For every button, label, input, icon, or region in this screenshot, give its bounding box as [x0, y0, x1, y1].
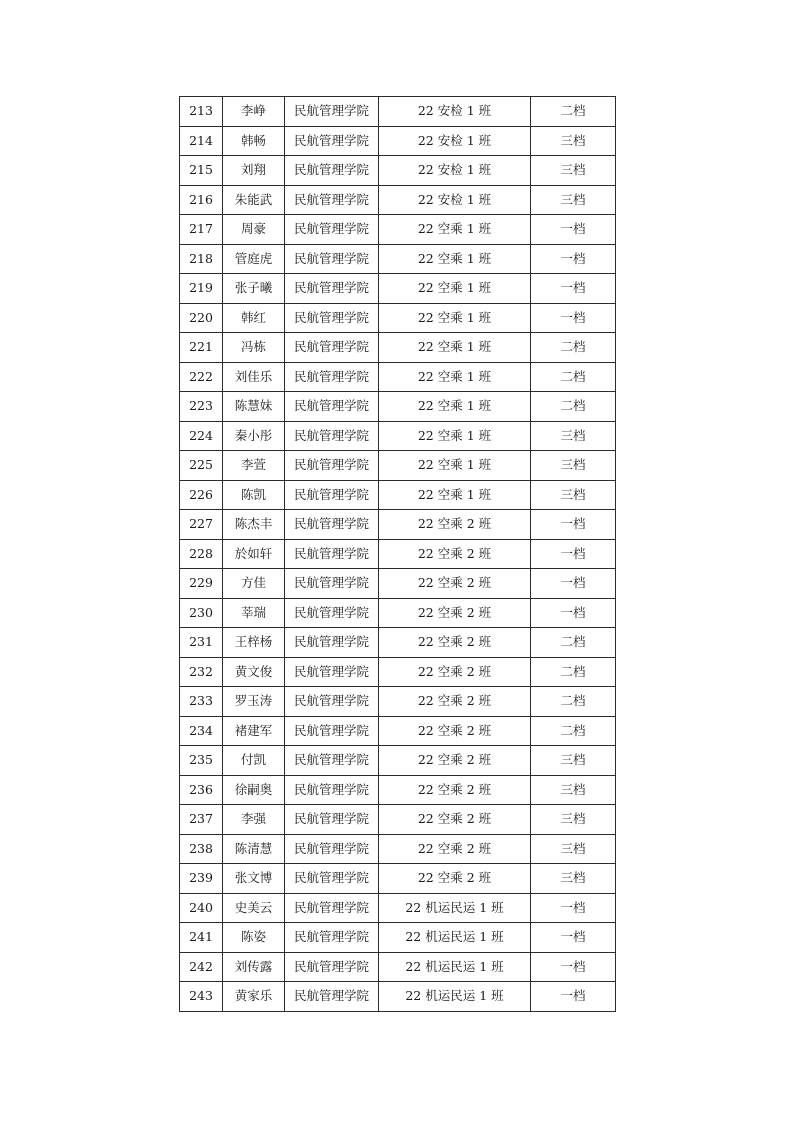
row-number-cell: 237 [180, 805, 223, 835]
table-row [180, 185, 616, 215]
class-cell: 22 空乘 2 班 [379, 539, 531, 569]
row-number-cell: 216 [180, 185, 223, 215]
college-cell: 民航管理学院 [285, 834, 379, 864]
class-cell: 22 安检 1 班 [379, 97, 531, 127]
class-cell: 22 空乘 1 班 [379, 392, 531, 422]
tier-cell: 三档 [531, 126, 616, 156]
tier-cell: 三档 [531, 421, 616, 451]
row-number-cell: 227 [180, 510, 223, 540]
college-cell: 民航管理学院 [285, 923, 379, 953]
college-cell: 民航管理学院 [285, 126, 379, 156]
student-name-cell: 陈姿 [223, 923, 285, 953]
table-row [180, 716, 616, 746]
tier-cell: 一档 [531, 893, 616, 923]
table-row [180, 598, 616, 628]
row-number-cell: 240 [180, 893, 223, 923]
table-row [180, 775, 616, 805]
student-name-cell: 於如轩 [223, 539, 285, 569]
class-cell: 22 空乘 2 班 [379, 598, 531, 628]
table-row [180, 126, 616, 156]
college-cell: 民航管理学院 [285, 805, 379, 835]
college-cell: 民航管理学院 [285, 303, 379, 333]
student-name-cell: 李强 [223, 805, 285, 835]
row-number-cell: 220 [180, 303, 223, 333]
row-number-cell: 231 [180, 628, 223, 658]
row-number-cell: 233 [180, 687, 223, 717]
college-cell: 民航管理学院 [285, 864, 379, 894]
table-row [180, 864, 616, 894]
tier-cell: 二档 [531, 362, 616, 392]
row-number-cell: 236 [180, 775, 223, 805]
table-row [180, 156, 616, 186]
class-cell: 22 机运民运 1 班 [379, 893, 531, 923]
table-row [180, 392, 616, 422]
row-number-cell: 241 [180, 923, 223, 953]
class-cell: 22 安检 1 班 [379, 185, 531, 215]
class-cell: 22 空乘 1 班 [379, 421, 531, 451]
class-cell: 22 空乘 2 班 [379, 569, 531, 599]
student-name-cell: 黄家乐 [223, 982, 285, 1012]
tier-cell: 三档 [531, 864, 616, 894]
row-number-cell: 218 [180, 244, 223, 274]
college-cell: 民航管理学院 [285, 687, 379, 717]
table-row [180, 362, 616, 392]
student-name-cell: 秦小彤 [223, 421, 285, 451]
row-number-cell: 219 [180, 274, 223, 304]
table-row [180, 657, 616, 687]
class-cell: 22 空乘 2 班 [379, 805, 531, 835]
class-cell: 22 空乘 1 班 [379, 480, 531, 510]
class-cell: 22 空乘 1 班 [379, 274, 531, 304]
class-cell: 22 空乘 1 班 [379, 244, 531, 274]
college-cell: 民航管理学院 [285, 893, 379, 923]
student-name-cell: 刘佳乐 [223, 362, 285, 392]
class-cell: 22 空乘 2 班 [379, 864, 531, 894]
college-cell: 民航管理学院 [285, 628, 379, 658]
student-name-cell: 陈慧妹 [223, 392, 285, 422]
class-cell: 22 空乘 2 班 [379, 716, 531, 746]
table-row [180, 952, 616, 982]
student-name-cell: 管庭虎 [223, 244, 285, 274]
row-number-cell: 243 [180, 982, 223, 1012]
class-cell: 22 空乘 2 班 [379, 628, 531, 658]
college-cell: 民航管理学院 [285, 746, 379, 776]
tier-cell: 一档 [531, 982, 616, 1012]
table-row [180, 893, 616, 923]
student-name-cell: 李峥 [223, 97, 285, 127]
class-cell: 22 机运民运 1 班 [379, 952, 531, 982]
student-name-cell: 张子曦 [223, 274, 285, 304]
college-cell: 民航管理学院 [285, 421, 379, 451]
student-name-cell: 褚建军 [223, 716, 285, 746]
college-cell: 民航管理学院 [285, 539, 379, 569]
tier-cell: 二档 [531, 687, 616, 717]
college-cell: 民航管理学院 [285, 952, 379, 982]
college-cell: 民航管理学院 [285, 982, 379, 1012]
table-row [180, 215, 616, 245]
row-number-cell: 238 [180, 834, 223, 864]
tier-cell: 三档 [531, 480, 616, 510]
row-number-cell: 242 [180, 952, 223, 982]
class-cell: 22 空乘 1 班 [379, 451, 531, 481]
student-name-cell: 刘传露 [223, 952, 285, 982]
class-cell: 22 机运民运 1 班 [379, 923, 531, 953]
college-cell: 民航管理学院 [285, 392, 379, 422]
tier-cell: 一档 [531, 539, 616, 569]
student-name-cell: 张文博 [223, 864, 285, 894]
college-cell: 民航管理学院 [285, 333, 379, 363]
tier-cell: 三档 [531, 805, 616, 835]
table-row [180, 421, 616, 451]
tier-cell: 一档 [531, 510, 616, 540]
table-row [180, 805, 616, 835]
table-row [180, 628, 616, 658]
row-number-cell: 217 [180, 215, 223, 245]
row-number-cell: 230 [180, 598, 223, 628]
college-cell: 民航管理学院 [285, 244, 379, 274]
student-name-cell: 罗玉涛 [223, 687, 285, 717]
class-cell: 22 空乘 2 班 [379, 834, 531, 864]
student-name-cell: 韩畅 [223, 126, 285, 156]
student-name-cell: 史美云 [223, 893, 285, 923]
tier-cell: 三档 [531, 156, 616, 186]
table-row [180, 451, 616, 481]
student-name-cell: 冯栋 [223, 333, 285, 363]
student-name-cell: 陈凯 [223, 480, 285, 510]
class-cell: 22 机运民运 1 班 [379, 982, 531, 1012]
student-name-cell: 周豪 [223, 215, 285, 245]
class-cell: 22 安检 1 班 [379, 126, 531, 156]
student-roster-table [179, 96, 616, 1012]
row-number-cell: 223 [180, 392, 223, 422]
tier-cell: 一档 [531, 952, 616, 982]
table-row [180, 923, 616, 953]
tier-cell: 三档 [531, 185, 616, 215]
tier-cell: 三档 [531, 834, 616, 864]
table-row [180, 982, 616, 1012]
table-row [180, 244, 616, 274]
tier-cell: 一档 [531, 303, 616, 333]
college-cell: 民航管理学院 [285, 657, 379, 687]
table-row [180, 333, 616, 363]
roster-body [180, 97, 616, 1012]
student-name-cell: 黄文俊 [223, 657, 285, 687]
student-name-cell: 付凯 [223, 746, 285, 776]
table-row [180, 480, 616, 510]
college-cell: 民航管理学院 [285, 598, 379, 628]
row-number-cell: 213 [180, 97, 223, 127]
tier-cell: 三档 [531, 746, 616, 776]
table-row [180, 746, 616, 776]
table-row [180, 687, 616, 717]
tier-cell: 一档 [531, 215, 616, 245]
row-number-cell: 229 [180, 569, 223, 599]
row-number-cell: 228 [180, 539, 223, 569]
college-cell: 民航管理学院 [285, 274, 379, 304]
tier-cell: 一档 [531, 274, 616, 304]
student-name-cell: 陈杰丰 [223, 510, 285, 540]
student-name-cell: 徐嗣奥 [223, 775, 285, 805]
class-cell: 22 空乘 2 班 [379, 510, 531, 540]
tier-cell: 二档 [531, 333, 616, 363]
tier-cell: 一档 [531, 598, 616, 628]
row-number-cell: 215 [180, 156, 223, 186]
row-number-cell: 222 [180, 362, 223, 392]
student-name-cell: 李萱 [223, 451, 285, 481]
table-row [180, 303, 616, 333]
tier-cell: 二档 [531, 97, 616, 127]
tier-cell: 一档 [531, 923, 616, 953]
table-row [180, 274, 616, 304]
row-number-cell: 225 [180, 451, 223, 481]
class-cell: 22 空乘 2 班 [379, 746, 531, 776]
row-number-cell: 239 [180, 864, 223, 894]
tier-cell: 二档 [531, 628, 616, 658]
college-cell: 民航管理学院 [285, 480, 379, 510]
college-cell: 民航管理学院 [285, 156, 379, 186]
student-name-cell: 莘瑞 [223, 598, 285, 628]
tier-cell: 一档 [531, 244, 616, 274]
row-number-cell: 214 [180, 126, 223, 156]
student-name-cell: 朱能武 [223, 185, 285, 215]
tier-cell: 二档 [531, 392, 616, 422]
college-cell: 民航管理学院 [285, 362, 379, 392]
tier-cell: 二档 [531, 716, 616, 746]
class-cell: 22 空乘 2 班 [379, 657, 531, 687]
college-cell: 民航管理学院 [285, 716, 379, 746]
college-cell: 民航管理学院 [285, 451, 379, 481]
tier-cell: 二档 [531, 657, 616, 687]
class-cell: 22 空乘 1 班 [379, 362, 531, 392]
class-cell: 22 空乘 2 班 [379, 687, 531, 717]
table-row [180, 539, 616, 569]
row-number-cell: 234 [180, 716, 223, 746]
table-row [180, 834, 616, 864]
row-number-cell: 226 [180, 480, 223, 510]
college-cell: 民航管理学院 [285, 185, 379, 215]
class-cell: 22 空乘 2 班 [379, 775, 531, 805]
college-cell: 民航管理学院 [285, 215, 379, 245]
college-cell: 民航管理学院 [285, 510, 379, 540]
student-name-cell: 刘翔 [223, 156, 285, 186]
row-number-cell: 224 [180, 421, 223, 451]
student-name-cell: 韩红 [223, 303, 285, 333]
student-name-cell: 方佳 [223, 569, 285, 599]
class-cell: 22 空乘 1 班 [379, 303, 531, 333]
row-number-cell: 232 [180, 657, 223, 687]
class-cell: 22 空乘 1 班 [379, 333, 531, 363]
student-name-cell: 王梓杨 [223, 628, 285, 658]
class-cell: 22 空乘 1 班 [379, 215, 531, 245]
table-row [180, 510, 616, 540]
tier-cell: 三档 [531, 451, 616, 481]
college-cell: 民航管理学院 [285, 775, 379, 805]
student-name-cell: 陈清慧 [223, 834, 285, 864]
college-cell: 民航管理学院 [285, 97, 379, 127]
table-row [180, 97, 616, 127]
row-number-cell: 235 [180, 746, 223, 776]
tier-cell: 三档 [531, 775, 616, 805]
college-cell: 民航管理学院 [285, 569, 379, 599]
row-number-cell: 221 [180, 333, 223, 363]
tier-cell: 一档 [531, 569, 616, 599]
table-row [180, 569, 616, 599]
class-cell: 22 安检 1 班 [379, 156, 531, 186]
